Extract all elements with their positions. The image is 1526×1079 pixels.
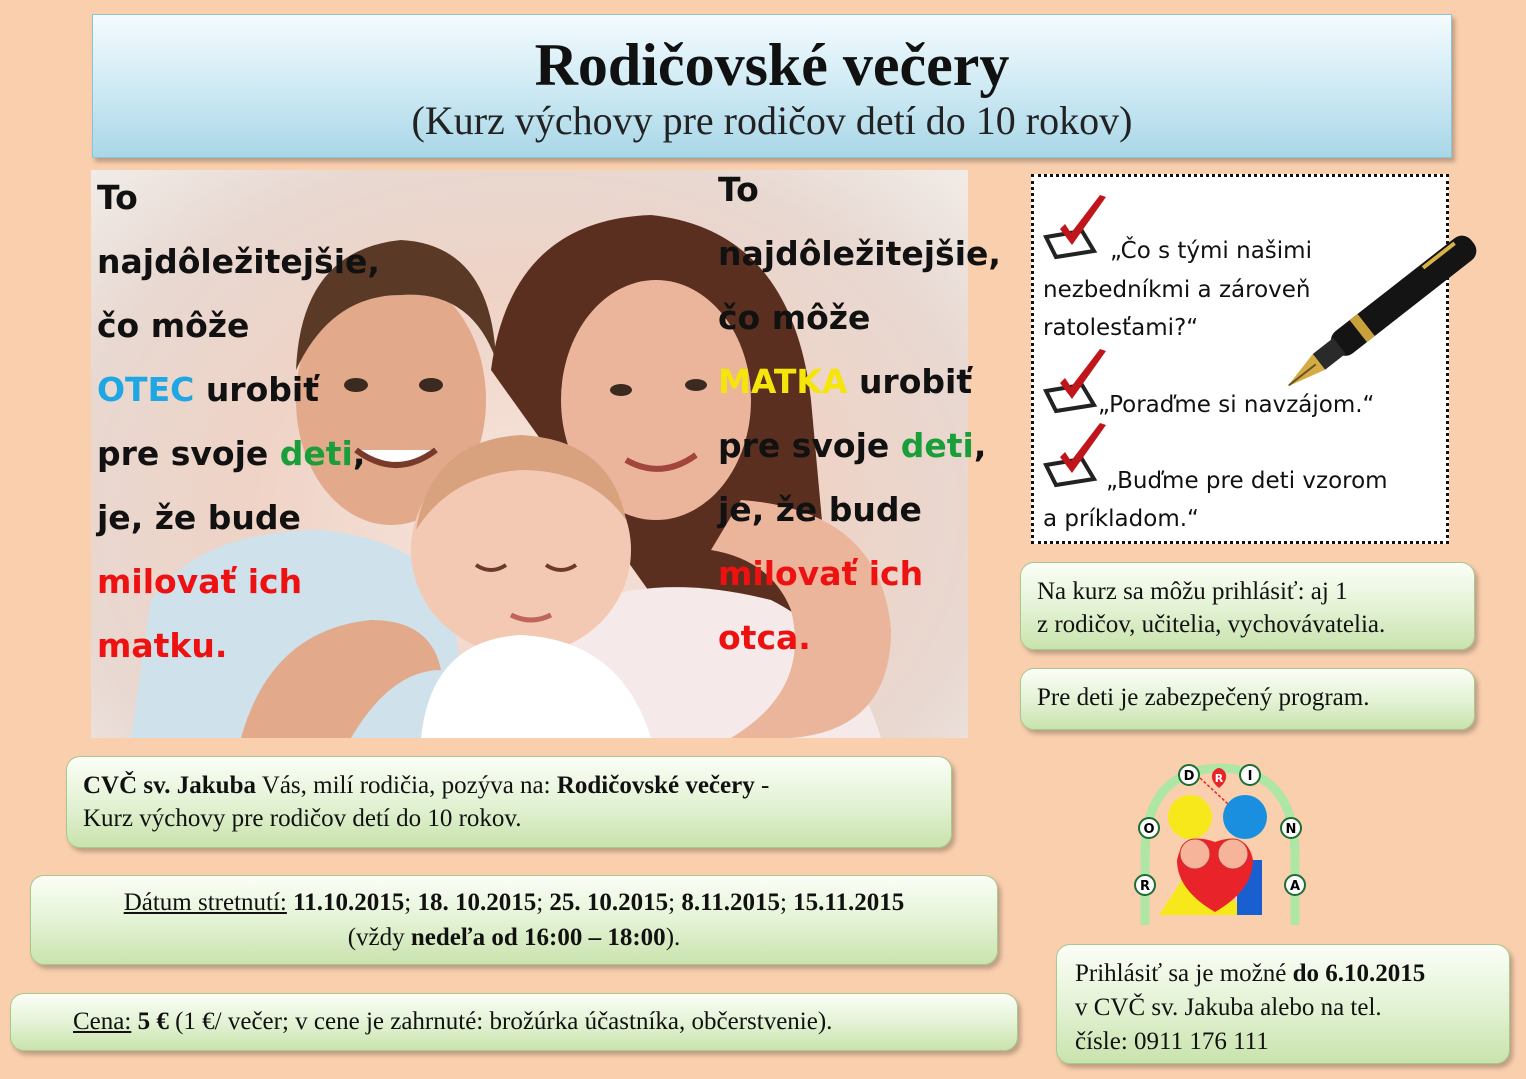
quote-text: urobiť [847, 362, 973, 401]
quote-line: najdôležitejšie, [97, 242, 380, 281]
date-value: 8.11.2015 [681, 889, 780, 916]
quote-text: , [352, 434, 366, 473]
quote-line [718, 350, 1008, 414]
quote-line [718, 414, 1008, 478]
date-separator: ; [404, 889, 418, 916]
time-text: ). [665, 924, 681, 951]
check-text: „Čo s tými našimi [1110, 238, 1312, 264]
price-label: Cena: [73, 1008, 132, 1035]
quote-text: pre svoje [718, 426, 901, 465]
check-text: a príkladom.“ [1043, 506, 1199, 532]
invitation-box [66, 756, 952, 848]
quote-line: To [97, 178, 138, 217]
info-line: Pre deti je zabezpečený program. [1037, 684, 1370, 711]
quote-line: To [718, 170, 759, 209]
quote-text: pre svoje [97, 434, 280, 473]
event-name: Rodičovské večery [556, 772, 755, 799]
price-box [10, 993, 1018, 1051]
children-word: deti [279, 434, 353, 473]
logo-heart-letter: R [1214, 772, 1224, 785]
date-separator: ; [668, 889, 682, 916]
logo-letter: A [1289, 879, 1301, 894]
date-separator: ; [779, 889, 794, 916]
dates-label: Dátum stretnutí: [123, 889, 287, 916]
signup-phone: čísle: 0911 176 111 [1075, 1028, 1269, 1055]
time-line [31, 920, 997, 955]
logo-letter: O [1143, 822, 1155, 837]
check-text: „Buďme pre deti vzorom [1106, 468, 1388, 494]
fountain-pen-icon [1280, 215, 1510, 395]
who-can-attend-box [1020, 562, 1475, 650]
quote-line: matku. [97, 626, 228, 665]
info-line: Na kurz sa môžu prihlásiť: aj 1 [1037, 578, 1348, 605]
page-subtitle: (Kurz výchovy pre rodičov detí do 10 rokov) [411, 98, 1133, 143]
info-line: z rodičov, učitelia, vychovávatelia. [1037, 611, 1386, 638]
quote-text: urobiť [194, 370, 319, 409]
checkbox-checked-icon [1042, 191, 1112, 261]
price-amount: 5 € [137, 1008, 169, 1035]
quote-line: čo môže [718, 298, 871, 337]
quote-line [97, 358, 427, 422]
checkbox-checked-icon [1042, 419, 1112, 489]
quote-line: čo môže [97, 306, 250, 345]
title-banner [92, 14, 1452, 158]
check-text: ratolesťami?“ [1043, 315, 1199, 341]
time-value: nedeľa od 16:00 – 18:00 [410, 924, 666, 951]
date-value: 11.10.2015 [293, 889, 405, 916]
quote-line: milovať ich [97, 562, 303, 601]
check-text: „Poraďme si navzájom.“ [1098, 392, 1375, 418]
mother-quote [718, 158, 1008, 670]
invitation-line [83, 769, 951, 802]
signup-line [1075, 957, 1509, 991]
logo-letter: I [1247, 769, 1253, 784]
quote-line: najdôležitejšie, [718, 234, 1001, 273]
father-word: OTEC [97, 370, 195, 409]
invitation-text: Vás, milí rodičia, pozýva na: [255, 772, 557, 799]
signup-deadline: do 6.10.2015 [1292, 960, 1426, 987]
dinora-logo [1125, 760, 1315, 930]
date-value: 15.11.2015 [793, 889, 905, 916]
logo-letter: N [1285, 822, 1297, 837]
check-text: nezbedníkmi a zároveň [1043, 277, 1311, 303]
invitation-line: Kurz výchovy pre rodičov detí do 10 rokov. [83, 805, 522, 832]
children-word: deti [900, 426, 974, 465]
price-details: (1 €/ večer; v cene je zahrnuté: brožúrka účastníka, občerstvenie). [168, 1008, 833, 1035]
quote-line: je, že bude [718, 490, 922, 529]
mother-word: MATKA [718, 362, 848, 401]
date-value: 18. 10.2015 [417, 889, 537, 916]
signup-line: v CVČ sv. Jakuba alebo na tel. [1075, 994, 1382, 1021]
quote-line: je, že bude [97, 498, 301, 537]
page-title: Rodičovské večery [534, 32, 1010, 98]
kids-program-box [1020, 668, 1475, 730]
dates-box [30, 875, 998, 965]
quote-line: milovať ich [718, 554, 924, 593]
organizer-name: CVČ sv. Jakuba [83, 772, 256, 799]
date-separator: ; [536, 889, 550, 916]
signup-box [1056, 944, 1510, 1064]
time-text: (vždy [347, 924, 411, 951]
father-quote [97, 166, 427, 678]
logo-letter: R [1139, 879, 1151, 894]
logo-letter: D [1183, 769, 1195, 784]
quote-line: otca. [718, 618, 811, 657]
signup-text: Prihlásiť sa je možné [1075, 960, 1293, 987]
quote-line [97, 422, 427, 486]
date-value: 25. 10.2015 [549, 889, 669, 916]
invitation-text: - [754, 772, 770, 799]
dates-line [31, 885, 997, 920]
quote-text: , [973, 426, 987, 465]
